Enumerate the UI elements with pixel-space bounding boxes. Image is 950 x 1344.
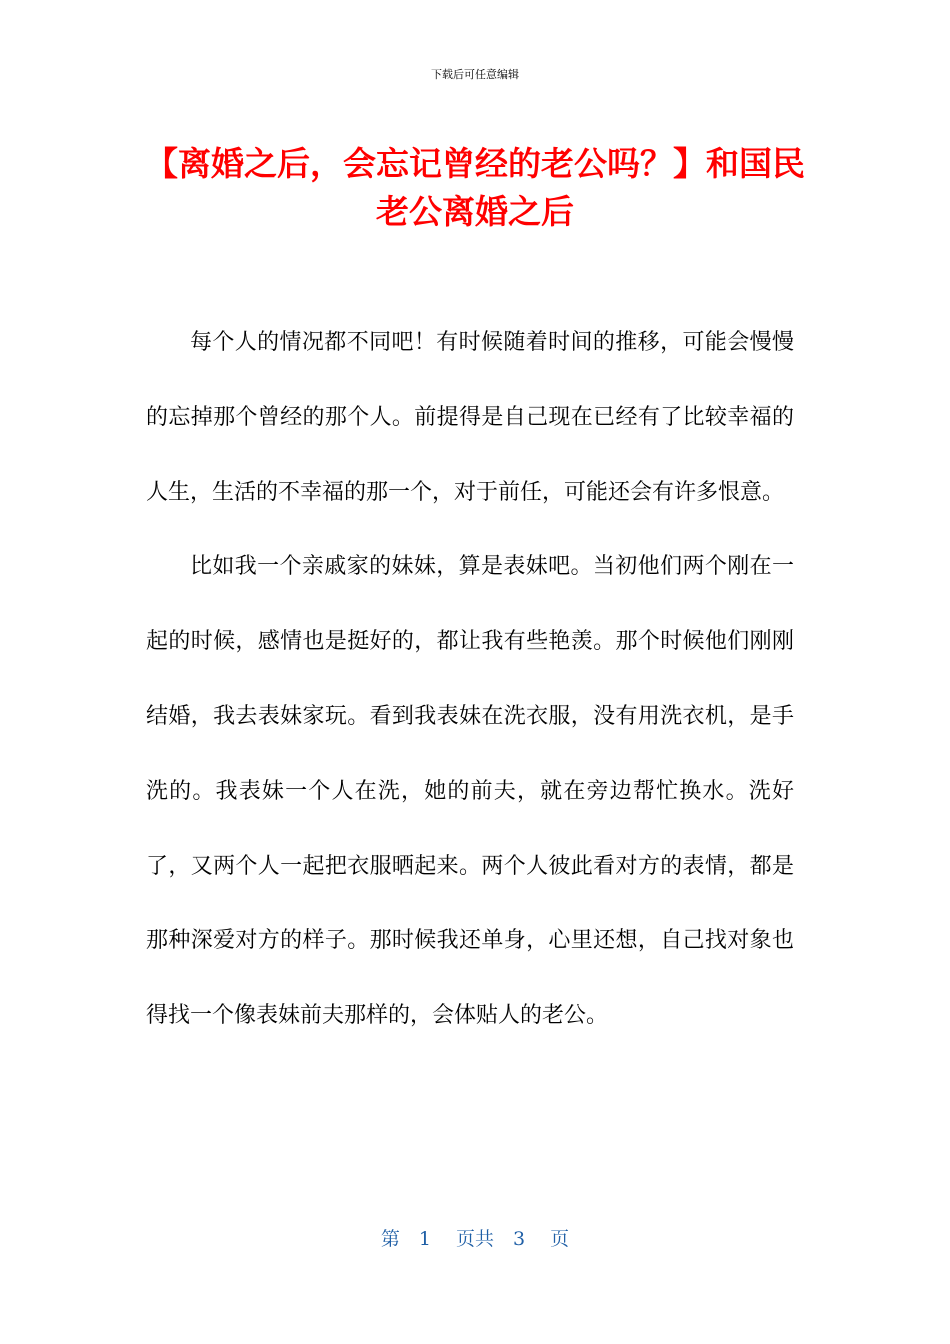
header-note: 下载后可任意编辑 [431, 68, 519, 81]
document-title: 【离婚之后，会忘记曾经的老公吗？】和国民老公离婚之后 [145, 144, 805, 231]
page-number-footer: 第 1 页共 3 页 [380, 1228, 570, 1250]
paragraph: 比如我一个亲戚家的妹妹，算是表妹吧。当初他们两个刚在一起的时候，感情也是挺好的，都让我有些艳羡。那个时候他们刚刚结婚，我去表妹家玩。看到我表妹在洗衣服，没有用洗衣机，是手洗的。我表妹一个人在洗，她的前夫，就在旁边帮忙换水。洗好了，又两个人一起把衣服晒起来。两个人彼此看对方的表情，都是那种深爱对方的样子。那时候我还单身，心里还想，自己找对象也得找一个像表妹前夫那样的，会体贴人的老公。 [146, 554, 794, 1029]
paragraph: 每个人的情况都不同吧！有时候随着时间的推移，可能会慢慢的忘掉那个曾经的那个人。前提得是自己现在已经有了比较幸福的人生，生活的不幸福的那一个，对于前任，可能还会有许多恨意。 [146, 330, 794, 505]
document-body [146, 306, 794, 1054]
